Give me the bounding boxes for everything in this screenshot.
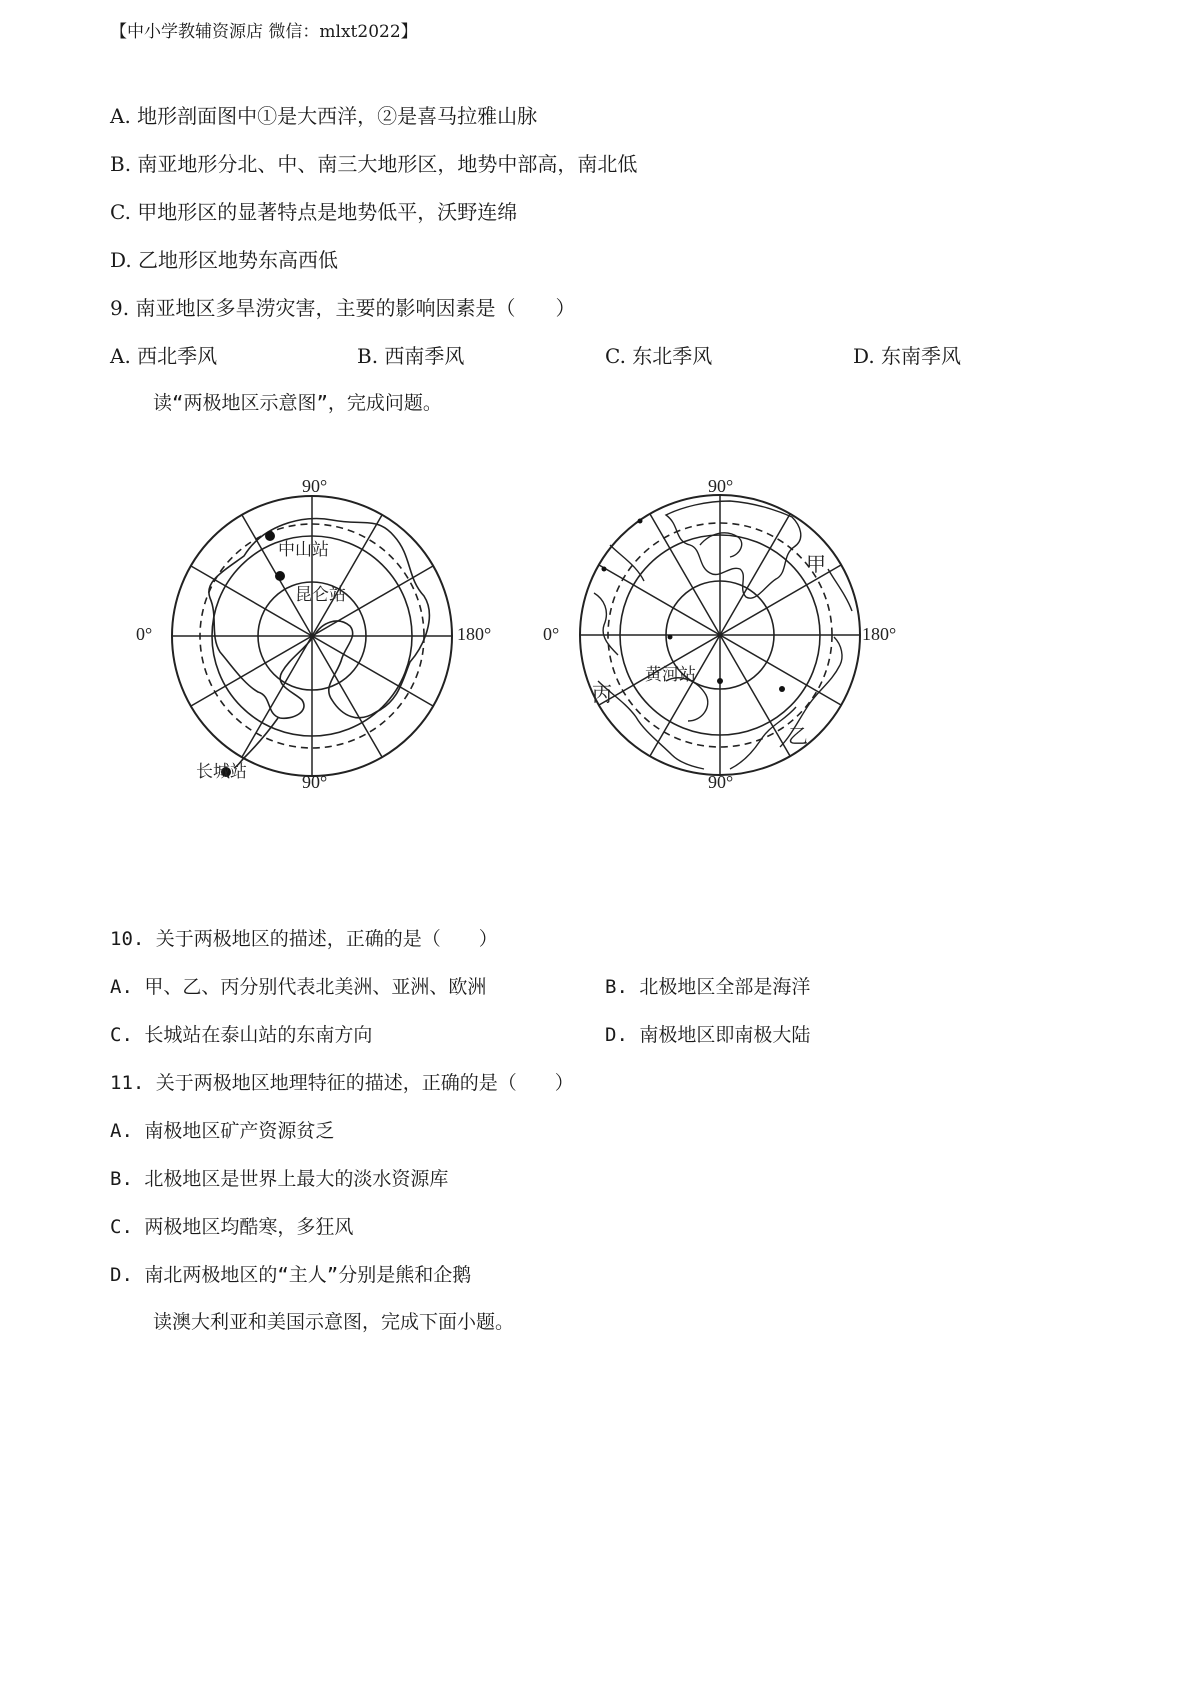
q10-option-d: D. 南极地区即南极大陆 — [605, 1024, 811, 1046]
kunlun-station-dot — [275, 571, 285, 581]
region-jia-label: 甲 — [806, 552, 826, 576]
south-map-bottom-label: 90° — [302, 772, 328, 792]
q11-option-c: C. 两极地区均酷寒，多狂风 — [110, 1216, 354, 1238]
q9-question: 9. 南亚地区多旱涝灾害，主要的影响因素是（ ） — [110, 296, 576, 320]
changcheng-station-label: 长城站 — [196, 762, 247, 782]
q8-option-c: C. 甲地形区的显著特点是地势低平，沃野连绵 — [110, 200, 518, 224]
north-map-top-label: 90° — [708, 476, 734, 496]
north-map-left-label: 0° — [543, 624, 560, 644]
south-map-left-label: 0° — [136, 624, 153, 644]
q9-option-a: A. 西北季风 — [110, 344, 218, 368]
island-mark — [779, 686, 785, 692]
zhongshan-station-dot — [265, 531, 275, 541]
q10-option-c: C. 长城站在泰山站的东南方向 — [110, 1024, 373, 1046]
meridians — [580, 495, 860, 775]
south-map-right-label: 180° — [457, 624, 492, 644]
q10-question: 10. 关于两极地区的描述，正确的是（ ） — [110, 928, 498, 950]
north-pole-map — [570, 485, 870, 785]
q9-option-d: D. 东南季风 — [853, 344, 962, 368]
huanghe-station-label: 黄河站 — [645, 665, 696, 685]
region-yi-label: 乙 — [788, 724, 808, 748]
q10-option-b: B. 北极地区全部是海洋 — [605, 976, 811, 998]
north-map-bottom-label: 90° — [708, 772, 734, 792]
q9-option-c: C. 东北季风 — [605, 344, 713, 368]
region-bing-label: 丙 — [592, 682, 612, 706]
page-header: 【中小学教辅资源店 微信：mlxt2022】 — [110, 22, 418, 42]
q11-option-a: A. 南极地区矿产资源贫乏 — [110, 1120, 335, 1142]
q11-question: 11. 关于两极地区地理特征的描述，正确的是（ ） — [110, 1072, 574, 1094]
north-map-right-label: 180° — [862, 624, 897, 644]
south-map-top-label: 90° — [302, 476, 328, 496]
south-pole-map — [162, 486, 462, 786]
q8-option-b: B. 南亚地形分北、中、南三大地形区，地势中部高，南北低 — [110, 152, 638, 176]
q11-option-b: B. 北极地区是世界上最大的淡水资源库 — [110, 1168, 449, 1190]
q10-option-a: A. 甲、乙、丙分别代表北美洲、亚洲、欧洲 — [110, 976, 487, 998]
zhongshan-station-label: 中山站 — [278, 540, 329, 560]
q8-option-d: D. 乙地形区地势东高西低 — [110, 248, 339, 272]
q9-option-b: B. 西南季风 — [357, 344, 465, 368]
q11-option-d: D. 南北两极地区的“主人”分别是熊和企鹅 — [110, 1264, 472, 1286]
kunlun-station-label: 昆仑站 — [295, 585, 346, 605]
next-intro: 读澳大利亚和美国示意图，完成下面小题。 — [153, 1311, 515, 1333]
polar-intro: 读“两极地区示意图”，完成问题。 — [153, 392, 442, 414]
q8-option-a: A. 地形剖面图中①是大西洋，②是喜马拉雅山脉 — [110, 104, 538, 128]
